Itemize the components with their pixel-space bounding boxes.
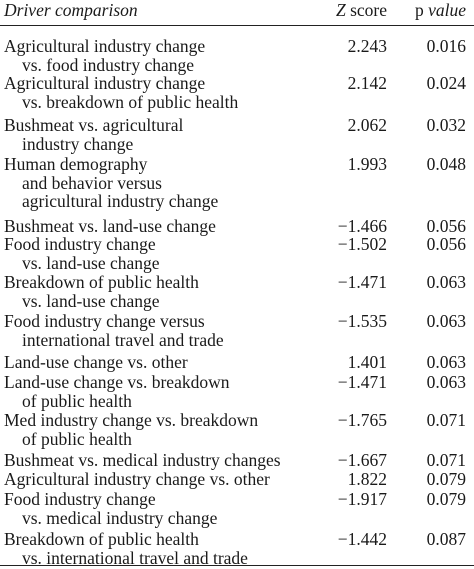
p-value-cell: 0.079 — [426, 469, 466, 489]
z-score-cell: −1.502 — [337, 234, 387, 254]
z-score-cell: 2.142 — [347, 73, 387, 93]
p-value-cell: 0.048 — [426, 154, 466, 174]
z-score-cell: 2.243 — [347, 36, 387, 56]
driver-text-line1: Breakdown of public health — [4, 272, 199, 292]
driver-cell — [4, 411, 324, 448]
driver-text-line2: and behavior versus — [22, 172, 162, 193]
driver-cell — [4, 37, 324, 74]
driver-cell — [4, 155, 324, 211]
driver-text-line1: Human demography — [4, 154, 148, 174]
driver-text-line3: agricultural industry change — [22, 191, 219, 211]
header-p-letter: p — [414, 0, 429, 20]
driver-cell — [4, 235, 324, 272]
p-value-cell: 0.071 — [426, 410, 466, 430]
z-score-cell: −1.765 — [337, 410, 387, 430]
driver-text-line2: of public health — [22, 428, 132, 449]
header-rule — [0, 25, 474, 26]
p-value-cell: 0.056 — [426, 234, 466, 254]
bottom-rule — [0, 565, 474, 566]
header-z-rest: score — [345, 0, 387, 20]
z-score-cell: −1.442 — [337, 529, 387, 549]
header-z-letter: Z — [335, 0, 346, 20]
driver-text-line1: Land-use change vs. breakdown — [4, 372, 230, 392]
header-z-score — [336, 0, 387, 23]
p-value-cell: 0.063 — [426, 311, 466, 331]
driver-text-line1: Land-use change vs. other — [4, 352, 188, 372]
z-score-cell: 1.993 — [347, 154, 387, 174]
driver-cell — [4, 530, 324, 567]
driver-text-line2: vs. medical industry change — [22, 507, 218, 528]
p-value-cell: 0.063 — [426, 272, 466, 292]
z-score-cell: 1.822 — [347, 469, 387, 489]
driver-cell — [4, 74, 324, 111]
header-driver-comparison: Driver comparison — [4, 0, 138, 20]
header-p-value — [415, 0, 466, 23]
driver-cell — [4, 273, 324, 310]
p-value-cell: 0.016 — [426, 36, 466, 56]
driver-cell — [4, 490, 324, 527]
driver-text-line1: Bushmeat vs. land-use change — [4, 216, 216, 236]
p-value-cell: 0.063 — [426, 372, 466, 392]
driver-text-line2: vs. breakdown of public health — [22, 91, 239, 112]
p-value-cell: 0.024 — [426, 73, 466, 93]
z-score-cell: 1.401 — [347, 352, 387, 372]
z-score-cell: −1.917 — [337, 489, 387, 509]
driver-text-line2: of public health — [22, 390, 132, 411]
driver-cell — [4, 451, 324, 470]
z-score-cell: 2.062 — [347, 115, 387, 135]
z-score-cell: −1.667 — [337, 450, 387, 470]
driver-text-line2: vs. land-use change — [22, 290, 160, 311]
driver-text-line2: international travel and trade — [22, 329, 224, 350]
p-value-cell: 0.056 — [426, 216, 466, 236]
driver-cell — [4, 116, 324, 153]
driver-text-line1: Food industry change — [4, 489, 156, 509]
driver-text-line1: Food industry change versus — [4, 311, 205, 331]
driver-cell — [4, 470, 324, 489]
driver-text-line2: industry change — [22, 133, 134, 154]
driver-text-line1: Bushmeat vs. agricultural — [4, 115, 184, 135]
driver-text-line2: vs. land-use change — [22, 252, 160, 273]
driver-cell — [4, 217, 324, 236]
z-score-cell: −1.466 — [337, 216, 387, 236]
driver-text-line1: Agricultural industry change — [4, 73, 206, 93]
z-score-cell: −1.471 — [337, 272, 387, 292]
driver-cell — [4, 312, 324, 349]
p-value-cell: 0.032 — [426, 115, 466, 135]
p-value-cell: 0.087 — [426, 529, 466, 549]
driver-text-line2: vs. food industry change — [22, 54, 195, 75]
p-value-cell: 0.071 — [426, 450, 466, 470]
driver-text-line1: Breakdown of public health — [4, 529, 199, 549]
driver-text-line1: Bushmeat vs. medical industry changes — [4, 450, 281, 470]
driver-text-line2: vs. international travel and trade — [22, 547, 248, 568]
driver-text-line1: Med industry change vs. breakdown — [4, 410, 259, 430]
z-score-cell: −1.535 — [337, 311, 387, 331]
driver-text-line1: Food industry change — [4, 234, 156, 254]
z-score-cell: −1.471 — [337, 372, 387, 392]
driver-cell — [4, 353, 324, 372]
p-value-cell: 0.063 — [426, 352, 466, 372]
p-value-cell: 0.079 — [426, 489, 466, 509]
driver-text-line1: Agricultural industry change vs. other — [4, 469, 270, 489]
header-value-word: value — [428, 0, 466, 20]
driver-cell — [4, 373, 324, 410]
driver-text-line1: Agricultural industry change — [4, 36, 206, 56]
